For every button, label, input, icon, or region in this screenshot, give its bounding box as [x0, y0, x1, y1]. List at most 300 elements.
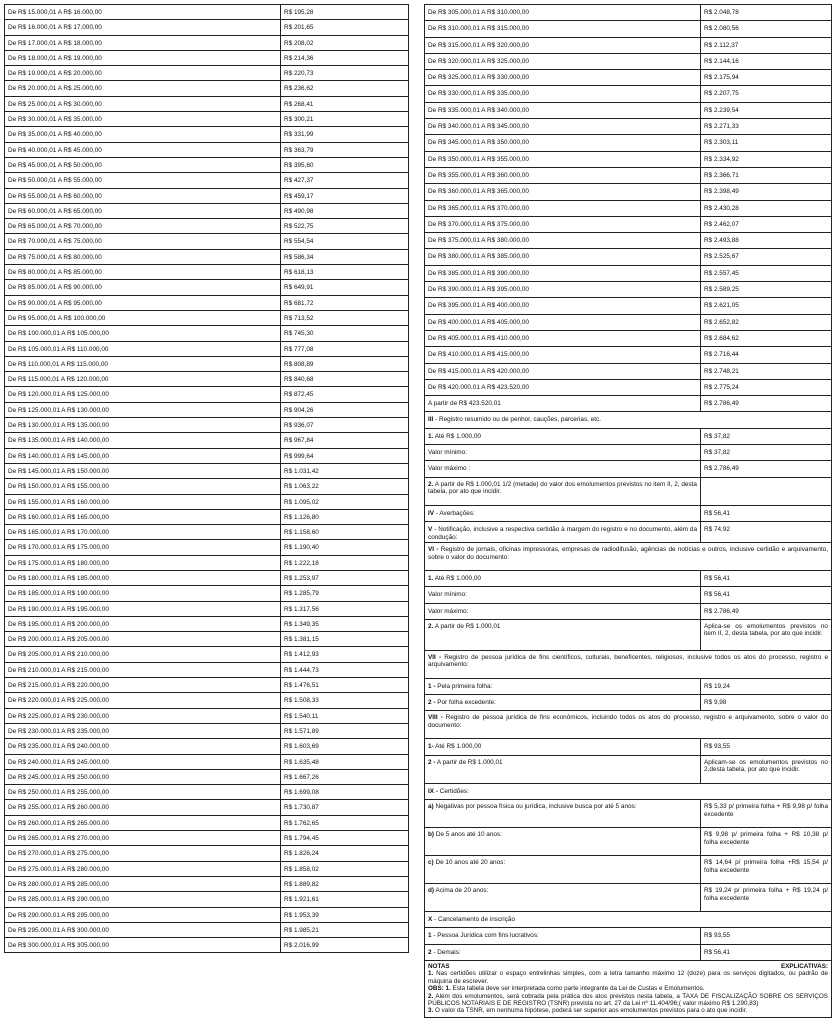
section-9-item-a: a) Negativas por pessoa física ou jurídica, inclusive busca por até 5 anos:: [425, 799, 701, 827]
fee-value: R$ 1.603,69: [281, 739, 409, 754]
right-fee-table: [424, 4, 832, 961]
fee-value: R$ 1.444,73: [281, 662, 409, 677]
table-row: [5, 662, 409, 677]
note-obs: OBS: 1. Esta tabela deve ser interpretada como parte integrante da Lei de Custas e Emolumentos.: [428, 985, 705, 993]
table-row: [425, 233, 832, 249]
fee-value: R$ 1.953,39: [281, 907, 409, 922]
section-7-item-1: 1 - Pela primeira folha:: [425, 678, 701, 694]
fee-value: R$ 300,21: [281, 112, 409, 127]
table-row: [5, 647, 409, 662]
fee-value: R$ 999,64: [281, 448, 409, 463]
range-label: De R$ 215.000,01 A R$ 220.000,00: [5, 678, 281, 693]
range-label: De R$ 170.000,01 A R$ 175.000,00: [5, 540, 281, 555]
right-range-rows: [425, 5, 832, 412]
fee-value: R$ 713,52: [281, 310, 409, 325]
table-row: [425, 755, 832, 783]
range-label: De R$ 290.000,01 A R$ 295.000,00: [5, 907, 281, 922]
range-label: De R$ 130.000,01 A R$ 135.000,00: [5, 418, 281, 433]
table-row: [425, 119, 832, 135]
range-label: De R$ 40.000,01 A R$ 45.000,00: [5, 142, 281, 157]
table-row: [425, 70, 832, 86]
section-6-min-label: Valor mínimo:: [425, 587, 701, 603]
fee-value: R$ 554,54: [281, 234, 409, 249]
section-3-max-value: R$ 2.786,49: [701, 461, 832, 477]
table-row: [425, 363, 832, 379]
section-6-item-2-value: Aplica-se os emolumentos previstos no item II, 2, desta tabela, por ato que incidir.: [701, 619, 832, 650]
fee-value: R$ 2.271,33: [701, 119, 832, 135]
table-row: [425, 282, 832, 298]
table-row: [425, 827, 832, 855]
range-label: De R$ 350.000,01 A R$ 355.000,00: [425, 151, 701, 167]
fee-value: R$ 331,99: [281, 127, 409, 142]
table-row: [5, 555, 409, 570]
range-label: De R$ 365.000,01 A R$ 370.000,00: [425, 200, 701, 216]
fee-value: R$ 2.080,56: [701, 21, 832, 37]
range-label: De R$ 360.000,01 A R$ 365.000,00: [425, 184, 701, 200]
fee-value: R$ 1.317,56: [281, 601, 409, 616]
range-label: De R$ 125.000,01 A R$ 130.000,00: [5, 402, 281, 417]
section-6-header-row: [425, 542, 832, 570]
table-row: [5, 173, 409, 188]
explanatory-notes: [424, 961, 832, 1018]
range-label: De R$ 180.000,01 A R$ 185.000,00: [5, 570, 281, 585]
table-row: [5, 678, 409, 693]
table-row: [425, 265, 832, 281]
range-label: De R$ 95.000,01 A R$ 100.000,00: [5, 310, 281, 325]
fee-value: R$ 1.858,02: [281, 861, 409, 876]
range-label: De R$ 280.000,01 A R$ 285.000,00: [5, 876, 281, 891]
section-6-max-value: R$ 2.786,49: [701, 603, 832, 619]
fee-value: R$ 1.635,48: [281, 754, 409, 769]
table-row: [5, 509, 409, 524]
table-row: [5, 938, 409, 953]
table-row: [425, 619, 832, 650]
range-label: De R$ 270.000,01 A R$ 275.000,00: [5, 846, 281, 861]
table-row: [425, 216, 832, 232]
fee-value: R$ 1.126,80: [281, 509, 409, 524]
section-6-max-label: Valor máximo:: [425, 603, 701, 619]
fee-value: R$ 681,72: [281, 295, 409, 310]
table-row: [5, 66, 409, 81]
table-row: [425, 5, 832, 21]
range-label: De R$ 25.000,01 A R$ 30.000,00: [5, 96, 281, 111]
range-label: De R$ 105.000,01 A R$ 110.000,00: [5, 341, 281, 356]
fee-value: R$ 2.748,21: [701, 363, 832, 379]
left-fee-table: [4, 4, 409, 953]
range-label: De R$ 45.000,01 A R$ 50.000,00: [5, 157, 281, 172]
fee-value: R$ 2.525,67: [701, 249, 832, 265]
fee-value: R$ 1.985,21: [281, 922, 409, 937]
note-1: 1. Nas certidões utilizar o espaço entrelinhas simples, com a letra tamanho máximo 12 (doze) para os serviços digitados, ou padrão de máquina de escrever.: [428, 970, 828, 985]
section-5-label: V - Notificação, inclusive a respectiva certidão à margem do registro e no documento, além da condução:: [425, 521, 701, 542]
range-label: De R$ 150.000,01 A R$ 155.000,00: [5, 479, 281, 494]
fee-value: R$ 1.222,18: [281, 555, 409, 570]
table-row: [5, 249, 409, 264]
range-label: De R$ 225.000,01 A R$ 230.000,00: [5, 708, 281, 723]
range-label: De R$ 165.000,01 A R$ 170.000,00: [5, 525, 281, 540]
fee-value: R$ 1.762,65: [281, 815, 409, 830]
range-label: De R$ 315.000,01 A R$ 320.000,00: [425, 37, 701, 53]
left-fee-table-body: [5, 5, 409, 953]
range-label: De R$ 19.000,01 A R$ 20.000,00: [5, 66, 281, 81]
section-9-header: IX - Certidões:: [425, 783, 832, 799]
section-8-item-1: 1- Até R$ 1.000,00: [425, 739, 701, 755]
table-row: [5, 203, 409, 218]
range-label: De R$ 310.000,01 A R$ 315.000,00: [425, 21, 701, 37]
section-4-value: R$ 56,41: [701, 505, 832, 521]
range-label: De R$ 275.000,01 A R$ 280.000,00: [5, 861, 281, 876]
table-row: [425, 200, 832, 216]
fee-value: R$ 2.786,49: [701, 396, 832, 412]
section-6-min-value: R$ 56,41: [701, 587, 832, 603]
table-row: [5, 693, 409, 708]
fee-value: R$ 2.430,28: [701, 200, 832, 216]
table-row: [425, 883, 832, 911]
range-label: De R$ 340.000,01 A R$ 345.000,00: [425, 119, 701, 135]
table-row: [425, 21, 832, 37]
fee-value: R$ 904,26: [281, 402, 409, 417]
table-row: [5, 525, 409, 540]
range-label: De R$ 345.000,01 A R$ 350.000,00: [425, 135, 701, 151]
range-label: De R$ 15.000,01 A R$ 16.000,00: [5, 5, 281, 20]
range-label: De R$ 90.000,01 A R$ 95.000,00: [5, 295, 281, 310]
section-6-item-1: 1. Até R$ 1.000,00: [425, 570, 701, 586]
range-label: De R$ 380.000,01 A R$ 385.000,00: [425, 249, 701, 265]
table-row: [425, 799, 832, 827]
fee-value: R$ 1.253,97: [281, 570, 409, 585]
table-row: [5, 35, 409, 50]
notes-title-left: NOTAS: [428, 962, 450, 970]
range-label: De R$ 305.000,01 A R$ 310.000,00: [425, 5, 701, 21]
fee-value: R$ 2.239,54: [701, 102, 832, 118]
notes-title-right: EXPLICATIVAS:: [781, 962, 828, 970]
fee-value: R$ 840,68: [281, 372, 409, 387]
range-label: De R$ 375.000,01 A R$ 380.000,00: [425, 233, 701, 249]
fee-value: R$ 2.303,11: [701, 135, 832, 151]
table-row: [425, 184, 832, 200]
section-5-value: R$ 74,92: [701, 521, 832, 542]
table-row: [425, 678, 832, 694]
table-row: [5, 341, 409, 356]
fee-value: R$ 490,98: [281, 203, 409, 218]
fee-value: R$ 808,89: [281, 356, 409, 371]
section-3-item-2: 2. A partir de R$ 1.000,01 1/2 (metade) do valor dos emolumentos previstos no item II, 2, desta tabela, por ato que incidir.: [425, 477, 701, 505]
range-label: De R$ 285.000,01 A R$ 290.000,00: [5, 892, 281, 907]
fee-value: R$ 1.794,45: [281, 831, 409, 846]
section-10-item-1: 1 - Pessoa Jurídica com fins lucrativos:: [425, 928, 701, 944]
table-row: [5, 265, 409, 280]
table-row: [425, 739, 832, 755]
range-label: De R$ 220.000,01 A R$ 225.000,00: [5, 693, 281, 708]
table-row: [425, 314, 832, 330]
fee-value: R$ 2.775,24: [701, 379, 832, 395]
table-row: [5, 616, 409, 631]
fee-value: R$ 2.334,92: [701, 151, 832, 167]
table-row: [425, 695, 832, 711]
fee-value: R$ 395,60: [281, 157, 409, 172]
table-row: [5, 280, 409, 295]
range-label: De R$ 115.000,01 A R$ 120.000,00: [5, 372, 281, 387]
range-label: De R$ 145.000,01 A R$ 150.000,00: [5, 463, 281, 478]
range-label: De R$ 210.000,01 A R$ 215.000,00: [5, 662, 281, 677]
fee-value: R$ 427,37: [281, 173, 409, 188]
section-9-item-b-value: R$ 9,98 p/ primeira folha + R$ 10,38 p/ folha excedente: [701, 827, 832, 855]
section-6-item-2: 2. A partir de R$ 1.000,01: [425, 619, 701, 650]
fee-value: R$ 220,73: [281, 66, 409, 81]
table-row: [5, 234, 409, 249]
table-row: [5, 142, 409, 157]
range-label: De R$ 75.000,01 A R$ 80.000,00: [5, 249, 281, 264]
fee-value: R$ 1.921,61: [281, 892, 409, 907]
section-3-min-value: R$ 37,82: [701, 445, 832, 461]
range-label: De R$ 205.000,01 A R$ 210.000,00: [5, 647, 281, 662]
range-label: De R$ 400.000,01 A R$ 405.000,00: [425, 314, 701, 330]
range-label: De R$ 20.000,01 A R$ 25.000,00: [5, 81, 281, 96]
table-row: [5, 127, 409, 142]
table-row: [5, 907, 409, 922]
section-9-item-a-value: R$ 5,33 p/ primeira folha + R$ 9,98 p/ folha excedente: [701, 799, 832, 827]
fee-value: R$ 1.667,26: [281, 769, 409, 784]
table-row: [5, 5, 409, 20]
range-label: De R$ 415.000,01 A R$ 420.000,00: [425, 363, 701, 379]
fee-value: R$ 1.699,08: [281, 785, 409, 800]
fee-value: R$ 236,62: [281, 81, 409, 96]
table-row: [5, 20, 409, 35]
section-10-item-2-value: R$ 56,41: [701, 944, 832, 960]
fee-value: R$ 214,36: [281, 50, 409, 65]
range-label: De R$ 160.000,01 A R$ 165.000,00: [5, 509, 281, 524]
fee-value: R$ 2.589,25: [701, 282, 832, 298]
fee-value: R$ 1.540,11: [281, 708, 409, 723]
table-row: [425, 151, 832, 167]
range-label: De R$ 395.000,01 A R$ 400.000,00: [425, 298, 701, 314]
table-row: [5, 310, 409, 325]
section-4-label: IV - Averbações:: [425, 505, 701, 521]
table-row: [5, 463, 409, 478]
range-label: De R$ 18.000,01 A R$ 19.000,00: [5, 50, 281, 65]
range-label: De R$ 195.000,01 A R$ 200.000,00: [5, 616, 281, 631]
fee-value: R$ 618,13: [281, 265, 409, 280]
range-label: De R$ 240.000,01 A R$ 245.000,00: [5, 754, 281, 769]
section-8-item-1-value: R$ 93,55: [701, 739, 832, 755]
fee-value: R$ 459,17: [281, 188, 409, 203]
range-label: De R$ 355.000,01 A R$ 360.000,00: [425, 167, 701, 183]
fee-value: R$ 777,08: [281, 341, 409, 356]
table-row: [5, 81, 409, 96]
range-label: De R$ 320.000,01 A R$ 325.000,00: [425, 53, 701, 69]
range-label: De R$ 295.000,01 A R$ 300.000,00: [5, 922, 281, 937]
table-row: [5, 708, 409, 723]
range-label: De R$ 80.000,01 A R$ 85.000,00: [5, 265, 281, 280]
fee-value: R$ 1.063,22: [281, 479, 409, 494]
table-row: [425, 53, 832, 69]
section-10-header-row: [425, 911, 832, 927]
table-row: [5, 769, 409, 784]
fee-value: R$ 2.684,62: [701, 330, 832, 346]
table-row: [5, 356, 409, 371]
table-row: [5, 96, 409, 111]
range-label: De R$ 420.000,01 A R$ 423.520,00: [425, 379, 701, 395]
table-row: [425, 37, 832, 53]
fee-value: R$ 649,91: [281, 280, 409, 295]
table-row: [5, 922, 409, 937]
range-label: De R$ 245.000,01 A R$ 250.000,00: [5, 769, 281, 784]
table-row: [425, 379, 832, 395]
fee-value: R$ 363,79: [281, 142, 409, 157]
range-label: De R$ 155.000,01 A R$ 160.000,00: [5, 494, 281, 509]
section-9-item-b: b) De 5 anos até 10 anos:: [425, 827, 701, 855]
section-3-header-row: [425, 412, 832, 428]
table-row: [425, 570, 832, 586]
fee-value: R$ 2.462,07: [701, 216, 832, 232]
table-row: [5, 387, 409, 402]
section-7-header: VII - Registro de pessoa jurídica de fins científicos, culturais, beneficentes, religiosos, inclusive todos os atos do processo, registro e arquivamento:: [425, 650, 832, 678]
range-label: De R$ 17.000,01 A R$ 18.000,00: [5, 35, 281, 50]
range-label: De R$ 405.000,01 A R$ 410.000,00: [425, 330, 701, 346]
section-7-item-1-value: R$ 19,24: [701, 678, 832, 694]
fee-value: R$ 1.031,42: [281, 463, 409, 478]
range-label: De R$ 255.000,01 A R$ 260.000,00: [5, 800, 281, 815]
table-row: [425, 603, 832, 619]
range-label: De R$ 140.000,01 A R$ 145.000,00: [5, 448, 281, 463]
table-row: [5, 50, 409, 65]
range-label: De R$ 250.000,01 A R$ 255.000,00: [5, 785, 281, 800]
fee-value: R$ 1.730,87: [281, 800, 409, 815]
section-10-item-1-value: R$ 93,55: [701, 928, 832, 944]
fee-value: R$ 1.826,24: [281, 846, 409, 861]
section-8-item-2-value: Aplicam-se os emolumentos previstos no 2,desta tabela, por ato que incidir.: [701, 755, 832, 783]
fee-value: R$ 2.175,94: [701, 70, 832, 86]
table-row: [5, 892, 409, 907]
notes-heading: [428, 963, 828, 970]
range-label: De R$ 70.000,01 A R$ 75.000,00: [5, 234, 281, 249]
section-3-title: - Registro resumido ou de penhor, cauções, parcerias, etc.: [433, 416, 601, 424]
table-row: [5, 785, 409, 800]
table-row: [5, 861, 409, 876]
table-row: [425, 347, 832, 363]
table-row: [5, 800, 409, 815]
range-label: De R$ 300.000,01 A R$ 305.000,00: [5, 938, 281, 953]
fee-value: R$ 1.476,51: [281, 678, 409, 693]
table-row: [5, 815, 409, 830]
range-label: De R$ 230.000,01 A R$ 235.000,00: [5, 723, 281, 738]
fee-value: R$ 2.398,49: [701, 184, 832, 200]
table-row: [425, 167, 832, 183]
section-9-item-d-value: R$ 19,24 p/ primeira folha + R$ 19,24 p/ folha excedente: [701, 883, 832, 911]
fee-value: R$ 1.095,02: [281, 494, 409, 509]
fee-value: R$ 268,41: [281, 96, 409, 111]
range-label: De R$ 50.000,01 A R$ 55.000,00: [5, 173, 281, 188]
table-row: [5, 739, 409, 754]
fee-value: R$ 2.557,45: [701, 265, 832, 281]
range-label: De R$ 185.000,01 A R$ 190.000,00: [5, 586, 281, 601]
range-label: De R$ 265.000,01 A R$ 270.000,00: [5, 831, 281, 846]
fee-value: R$ 2.112,37: [701, 37, 832, 53]
range-label: De R$ 235.000,01 A R$ 240.000,00: [5, 739, 281, 754]
section-3-item-1-value: R$ 37,82: [701, 428, 832, 444]
range-label: De R$ 60.000,01 A R$ 65.000,00: [5, 203, 281, 218]
table-row: [5, 570, 409, 585]
fee-value: R$ 1.349,35: [281, 616, 409, 631]
note-2: 2. Além dos emolumentos, será cobrada pela prática dos atos previstos nesta tabela, a TAXA DE FISCALIZAÇÃO SOBRE OS SERVIÇOS PÚBLICOS NOTARIAIS E DE REGISTRO (TSNR) prevista no art. 27 da Lei nº 11.404/96;( valor máximo R$ 1.290,83): [428, 992, 828, 1007]
table-row: [425, 428, 832, 444]
fee-value: R$ 1.889,82: [281, 876, 409, 891]
section-3-item-1: 1. Até R$ 1.000,00: [425, 428, 701, 444]
range-label: De R$ 55.000,01 A R$ 60.000,00: [5, 188, 281, 203]
table-row: [5, 831, 409, 846]
range-label: De R$ 65.000,01 A R$ 70.000,00: [5, 219, 281, 234]
section-6-header: VI - Registro de jornais, oficinas impressoras, empresas de radiodifusão, agências de notícias e outros, inclusive certidão e arquivamento, sobre o valor do documento:: [425, 542, 832, 570]
range-label: De R$ 330.000,01 A R$ 335.000,00: [425, 86, 701, 102]
table-row: [5, 295, 409, 310]
range-label: De R$ 335.000,01 A R$ 340.000,00: [425, 102, 701, 118]
range-label: De R$ 135.000,01 A R$ 140.000,00: [5, 433, 281, 448]
range-label: De R$ 385.000,01 A R$ 390.000,00: [425, 265, 701, 281]
section-10-item-2: 2 - Demais:: [425, 944, 701, 960]
table-row: [5, 586, 409, 601]
range-label: De R$ 325.000,01 A R$ 330.000,00: [425, 70, 701, 86]
table-row: [5, 754, 409, 769]
range-label: De R$ 16.000,01 A R$ 17.000,00: [5, 20, 281, 35]
range-label: A partir de R$ 423.520,01: [425, 396, 701, 412]
left-fee-table-column: [4, 4, 409, 953]
fee-value: R$ 2.621,05: [701, 298, 832, 314]
section-9-item-c-value: R$ 14,64 p/ primeira folha +R$ 15,54 p/ folha excedente: [701, 855, 832, 883]
fee-value: R$ 2.716,44: [701, 347, 832, 363]
fee-value: R$ 586,34: [281, 249, 409, 264]
range-label: De R$ 175.000,01 A R$ 180.000,00: [5, 555, 281, 570]
fee-value: R$ 1.412,93: [281, 647, 409, 662]
table-row: [425, 102, 832, 118]
section-9-header-row: [425, 783, 832, 799]
section-3-min-label: Valor mínimo:: [425, 445, 701, 461]
range-label: De R$ 370.000,01 A R$ 375.000,00: [425, 216, 701, 232]
table-row: [5, 112, 409, 127]
fee-value: R$ 1.508,33: [281, 693, 409, 708]
section-7-header-row: [425, 650, 832, 678]
range-label: De R$ 410.000,01 A R$ 415.000,00: [425, 347, 701, 363]
table-row: [425, 396, 832, 412]
fee-value: R$ 967,84: [281, 433, 409, 448]
fee-value: R$ 1.285,79: [281, 586, 409, 601]
section-9-item-c: c) De 10 anos até 20 anos:: [425, 855, 701, 883]
table-row: [5, 372, 409, 387]
table-row: [425, 249, 832, 265]
table-row: [5, 601, 409, 616]
range-label: De R$ 120.000,01 A R$ 125.000,00: [5, 387, 281, 402]
table-row: [425, 505, 832, 521]
table-row: [5, 876, 409, 891]
fee-value: R$ 1.571,89: [281, 723, 409, 738]
section-7-item-2-value: R$ 9,98: [701, 695, 832, 711]
table-row: [5, 157, 409, 172]
table-row: [5, 540, 409, 555]
table-row: [5, 723, 409, 738]
fee-value: R$ 936,07: [281, 418, 409, 433]
table-row: [5, 479, 409, 494]
table-row: [425, 86, 832, 102]
fee-value: R$ 201,65: [281, 20, 409, 35]
section-3-header: [425, 412, 832, 428]
fee-value: R$ 2.207,75: [701, 86, 832, 102]
section-7-item-2: 2 - Por folha excedente:: [425, 695, 701, 711]
range-label: De R$ 390.000,01 A R$ 395.000,00: [425, 282, 701, 298]
right-fee-table-column: [424, 4, 832, 1018]
range-label: De R$ 85.000,01 A R$ 90.000,00: [5, 280, 281, 295]
fee-value: R$ 2.366,71: [701, 167, 832, 183]
range-label: De R$ 260.000,01 A R$ 265.000,00: [5, 815, 281, 830]
table-row: [425, 944, 832, 960]
